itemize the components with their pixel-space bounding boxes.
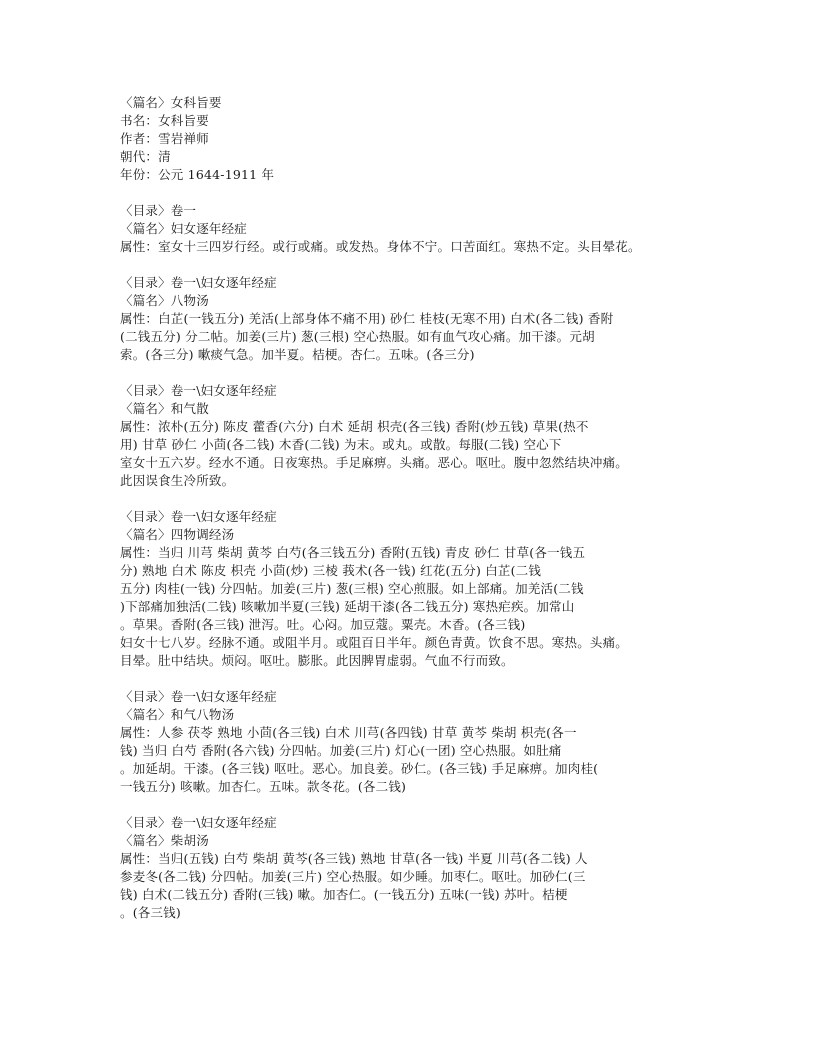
- chapter-name: 〈篇名〉妇女逐年经症: [120, 221, 248, 236]
- attribute-text: )下部痛加独活(二钱) 咳嗽加半夏(三钱) 延胡干漆(各二钱五分) 寒热疟疾。加常山: [120, 599, 575, 614]
- catalog-line: 〈目录〉卷一\妇女逐年经症: [120, 689, 277, 704]
- attribute-text: 属性：人参 茯苓 熟地 小茴(各三钱) 白术 川芎(各四钱) 甘草 黄芩 柴胡 枳壳(各一: [120, 725, 577, 740]
- years: 年份：公元 1644-1911 年: [120, 167, 275, 182]
- attribute-text: 属性：浓朴(五分) 陈皮 藿香(六分) 白术 延胡 枳壳(各三钱) 香附(炒五钱) 草果(热不: [120, 419, 589, 434]
- chapter-name: 〈篇名〉柴胡汤: [120, 833, 209, 848]
- spacer: [120, 184, 700, 202]
- section-2: [120, 274, 700, 364]
- author: 作者：雪岩禅师: [120, 131, 209, 146]
- attribute-text: 目晕。肚中结块。烦闷。呕吐。膨胀。此因脾胃虚弱。气血不行而致。: [120, 653, 514, 668]
- attribute-text: 属性：白芷(一钱五分) 羌活(上部身体不痛不用) 砂仁 桂枝(无寒不用) 白术(各二钱) 香附: [120, 311, 614, 326]
- catalog-line: 〈目录〉卷一\妇女逐年经症: [120, 275, 277, 290]
- attribute-text: 参麦冬(各二钱) 分四帖。加姜(三片) 空心热服。如少睡。加枣仁。呕吐。加砂仁(三: [120, 869, 586, 884]
- section-6: [120, 814, 700, 922]
- spacer: [120, 364, 700, 382]
- header-block: [120, 94, 700, 184]
- section-1: [120, 202, 700, 256]
- attribute-text: 室女十五六岁。经水不通。日夜寒热。手足麻痹。头痛。恶心。呕吐。腹中忽然结块冲痛。: [120, 455, 629, 470]
- chapter-name: 〈篇名〉四物调经汤: [120, 527, 235, 542]
- spacer: [120, 796, 700, 814]
- attribute-text: 此因误食生冷所致。: [120, 473, 235, 488]
- document-page: [120, 94, 700, 922]
- attribute-text: 一钱五分) 咳嗽。加杏仁。五味。款冬花。(各二钱): [120, 779, 407, 794]
- title-line: 〈篇名〉女科旨要: [120, 95, 222, 110]
- attribute-text: 。加延胡。干漆。(各三钱) 呕吐。恶心。加良姜。砂仁。(各三钱) 手足麻痹。加肉桂(: [120, 761, 599, 776]
- attribute-text: 分) 熟地 白术 陈皮 枳壳 小茴(炒) 三棱 莪术(各一钱) 红花(五分) 白芷(二钱: [120, 563, 542, 578]
- chapter-name: 〈篇名〉八物汤: [120, 293, 209, 308]
- catalog-line: 〈目录〉卷一\妇女逐年经症: [120, 509, 277, 524]
- chapter-name: 〈篇名〉和气散: [120, 401, 209, 416]
- attribute-text: 用) 甘草 砂仁 小茴(各二钱) 木香(二钱) 为末。或丸。或散。每服(二钱) 空心下: [120, 437, 562, 452]
- attribute-text: 。(各三钱): [120, 905, 181, 920]
- spacer: [120, 670, 700, 688]
- attribute-text: 钱) 白术(二钱五分) 香附(三钱) 嗽。加杏仁。(一钱五分) 五味(一钱) 苏叶。桔梗: [120, 887, 568, 902]
- attribute-text: 五分) 肉桂(一钱) 分四帖。加姜(三片) 葱(三根) 空心煎服。如上部痛。加羌活(二钱: [120, 581, 584, 596]
- spacer: [120, 256, 700, 274]
- catalog-line: 〈目录〉卷一: [120, 203, 197, 218]
- attribute-text: 属性：当归 川芎 柴胡 黄芩 白芍(各三钱五分) 香附(五钱) 青皮 砂仁 甘草(各一钱五: [120, 545, 586, 560]
- book-name: 书名：女科旨要: [120, 113, 209, 128]
- section-4: [120, 508, 700, 670]
- catalog-line: 〈目录〉卷一\妇女逐年经症: [120, 815, 277, 830]
- attribute-text: 属性：当归(五钱) 白芍 柴胡 黄芩(各三钱) 熟地 甘草(各一钱) 半夏 川芎(各二钱) 人: [120, 851, 588, 866]
- attribute-text: 索。(各三分) 嗽痰气急。加半夏。桔梗。杏仁。五味。(各三分): [120, 347, 475, 362]
- attribute-text: 钱) 当归 白芍 香附(各六钱) 分四帖。加姜(三片) 灯心(一团) 空心热服。如肚痛: [120, 743, 562, 758]
- attribute-text: 属性：室女十三四岁行经。或行或痛。或发热。身体不宁。口苦面红。寒热不定。头目晕花。: [120, 239, 641, 254]
- chapter-name: 〈篇名〉和气八物汤: [120, 707, 235, 722]
- attribute-text: (二钱五分) 分二帖。加姜(三片) 葱(三根) 空心热服。如有血气攻心痛。加干漆。元胡: [120, 329, 595, 344]
- dynasty: 朝代：清: [120, 149, 171, 164]
- section-3: [120, 382, 700, 490]
- attribute-text: 。草果。香附(各三钱) 泄泻。吐。心闷。加豆蔻。粟壳。木香。(各三钱): [120, 617, 526, 632]
- section-5: [120, 688, 700, 796]
- catalog-line: 〈目录〉卷一\妇女逐年经症: [120, 383, 277, 398]
- attribute-text: 妇女十七八岁。经脉不通。或阻半月。或阻百日半年。颜色青黄。饮食不思。寒热。头痛。: [120, 635, 629, 650]
- spacer: [120, 490, 700, 508]
